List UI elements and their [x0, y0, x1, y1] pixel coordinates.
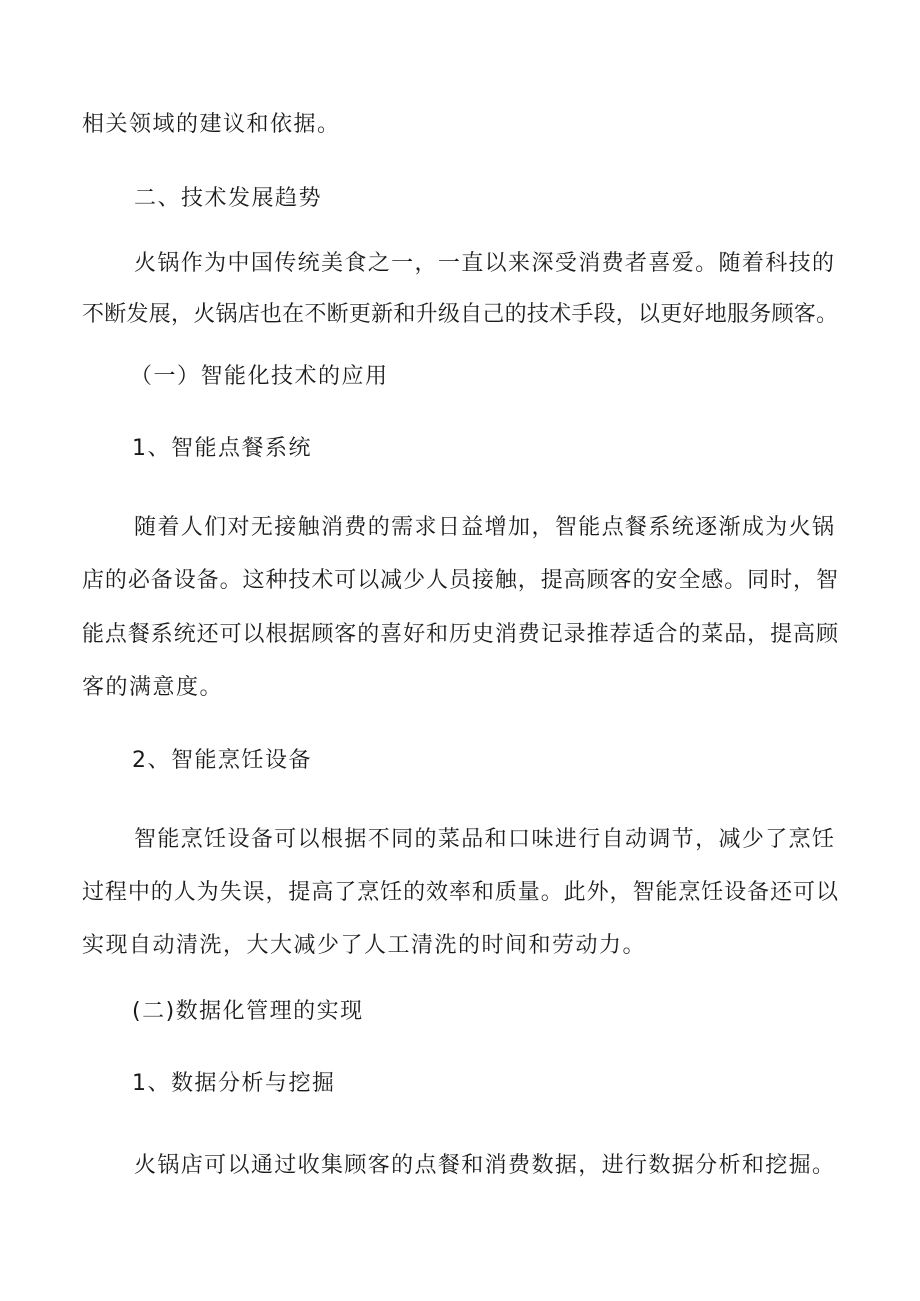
subsection-heading: （一）智能化技术的应用 — [130, 364, 389, 389]
paragraph-line: 不断发展，火锅店也在不断更新和升级自己的技术手段，以更好地服务顾客。 — [82, 302, 838, 327]
paragraph-continuation: 相关领域的建议和依据。 — [82, 112, 341, 137]
paragraph-line: 随着人们对无接触消费的需求日益增加，智能点餐系统逐渐成为火锅 — [134, 515, 834, 540]
paragraph-line: 实现自动清洗，大大减少了人工清洗的时间和劳动力。 — [82, 933, 647, 958]
item-heading: 1、智能点餐系统 — [132, 436, 312, 461]
paragraph-line: 火锅作为中国传统美食之一，一直以来深受消费者喜爱。随着科技的 — [134, 251, 834, 276]
paragraph-line: 过程中的人为失误，提高了烹饪的效率和质量。此外，智能烹饪设备还可以 — [82, 880, 838, 905]
paragraph-line: 客的满意度。 — [82, 675, 224, 700]
item-heading: 2、智能烹饪设备 — [132, 748, 312, 773]
paragraph-line: 火锅店可以通过收集顾客的点餐和消费数据，进行数据分析和挖掘。 — [134, 1153, 834, 1178]
paragraph-line: 店的必备设备。这种技术可以减少人员接触，提高顾客的安全感。同时，智 — [82, 568, 838, 593]
section-heading: 二、技术发展趋势 — [134, 186, 323, 211]
item-heading: 1、数据分析与挖掘 — [132, 1071, 336, 1096]
paragraph-line: 智能烹饪设备可以根据不同的菜品和口味进行自动调节，减少了烹饪 — [134, 827, 834, 852]
paragraph-line: 能点餐系统还可以根据顾客的喜好和历史消费记录推荐适合的菜品，提高顾 — [82, 622, 838, 647]
subsection-heading: (二)数据化管理的实现 — [132, 999, 364, 1024]
